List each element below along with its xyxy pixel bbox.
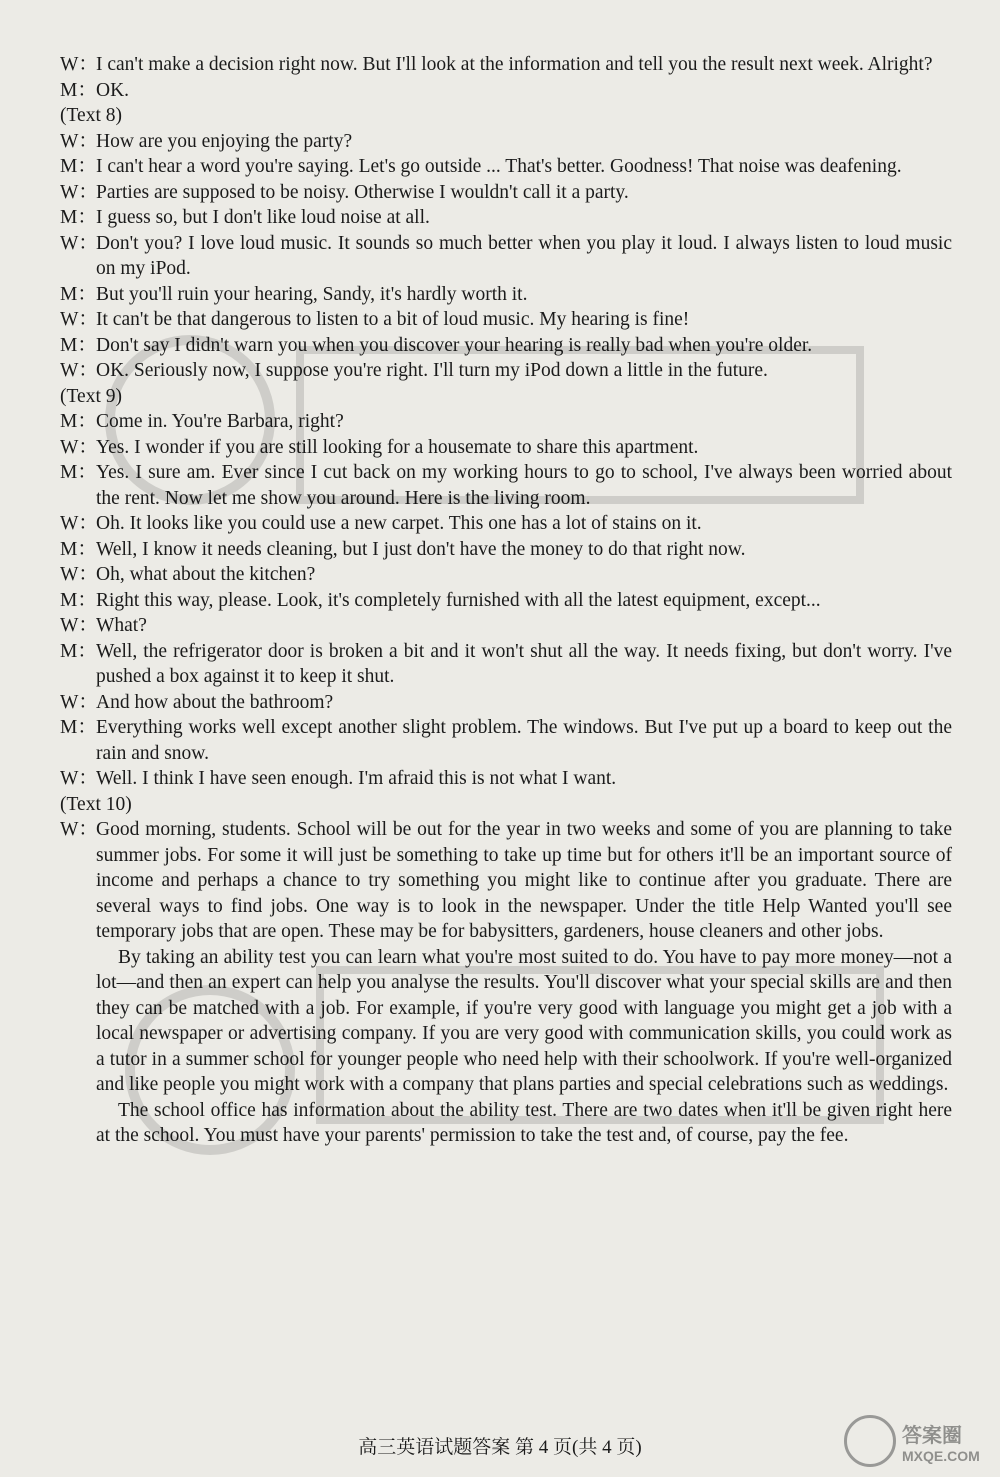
speaker-label: W：: [60, 691, 98, 713]
dialogue-line: [60, 231, 952, 282]
dialogue-line: [60, 180, 952, 206]
dialogue-line: [60, 715, 952, 766]
dialogue-text: It can't be that dangerous to listen to a bit of loud music. My hearing is fine!: [96, 309, 690, 330]
dialogue-line: [60, 613, 952, 639]
speaker-label: M：: [60, 640, 97, 662]
dialogue-line: [60, 333, 952, 359]
dialogue-line: [60, 307, 952, 333]
dialogue-line: [60, 205, 952, 231]
dialogue-line: [60, 766, 952, 792]
dialogue-text: Yes. I sure am. Ever since I cut back on my working hours to go to school, I've always been worried about the rent. Now let me show you around. Here is the living room.: [96, 462, 952, 509]
dialogue-text: Come in. You're Barbara, right?: [96, 411, 344, 432]
speaker-label: M：: [60, 462, 97, 483]
dialogue-text: Oh, what about the kitchen?: [96, 564, 316, 585]
logo-site: MXQE.COM: [902, 1447, 980, 1464]
monologue-paragraph: The school office has information about the ability test. There are two dates when it'll be given right here at the school. You must have your parents' permission to take the test and, of course, pay the fee.: [96, 1099, 952, 1146]
speaker-label: W：: [60, 768, 98, 789]
section-heading: (Text 10): [60, 793, 132, 815]
speaker-label: W：: [60, 130, 98, 152]
dialogue-line: [60, 537, 952, 563]
speaker-label: M：: [60, 79, 97, 101]
speaker-label: M：: [60, 334, 97, 356]
speaker-label: W：: [60, 819, 98, 840]
dialogue-text: Yes. I wonder if you are still looking for a housemate to share this apartment.: [96, 436, 699, 458]
dialogue-line: [60, 129, 952, 155]
dialogue-text: How are you enjoying the party?: [96, 130, 353, 152]
dialogue-text: Well. I think I have seen enough. I'm afraid this is not what I want.: [96, 768, 617, 789]
speaker-label: W：: [60, 615, 98, 636]
speaker-label: W：: [60, 309, 98, 330]
dialogue-text: What?: [96, 615, 147, 636]
speaker-label: M：: [60, 538, 97, 560]
dialogue-section: [60, 52, 952, 817]
section-heading: (Text 9): [60, 385, 122, 407]
monologue-paragraph: By taking an ability test you can learn what you're most suited to do. You have to pay more money—not a lot—and then an expert can help you analyse the results. You'll discover what your special skills are and then they can be matched with a job. For example, if you're very good with language you might get a job with a local newspaper or advertising company. If you are very good with communication skills, you could work as a tutor in a summer school for younger people who need help with their schoolwork. If you're well-organized and like people you might work with a company that plans parties and special celebrations such as weddings.: [96, 946, 952, 1095]
speaker-label: M：: [60, 207, 97, 228]
site-logo: [844, 1411, 994, 1471]
speaker-label: W：: [60, 564, 98, 585]
dialogue-text: Well, the refrigerator door is broken a bit and it won't shut all the way. It needs fixing, but don't worry. I've pushed a box against it to keep it shut.: [96, 640, 952, 687]
dialogue-text: Don't say I didn't warn you when you discover your hearing is really bad when you're older.: [96, 334, 813, 356]
speaker-label: M：: [60, 283, 97, 305]
logo-text: 答案圈: [902, 1424, 962, 1447]
monologue-block: [60, 817, 952, 1149]
dialogue-text: OK.: [96, 79, 130, 101]
dialogue-text: I can't hear a word you're saying. Let's go outside ... That's better. Goodness! That noise was deafening.: [96, 156, 902, 177]
dialogue-text: Right this way, please. Look, it's completely furnished with all the latest equipment, except...: [96, 589, 821, 611]
speaker-label: M：: [60, 717, 97, 738]
monologue-paragraph: Good morning, students. School will be out for the year in two weeks and some of you are planning to take summer jobs. For some it will just be something to take up time but for others it'll be an important source of income and perhaps a chance to try something you might like to continue after you graduate. There are several ways to find jobs. One way is to look in the newspaper. Under the title Help Wanted you'll see temporary jobs that are open. These may be for babysitters, gardeners, house cleaners and other jobs.: [96, 819, 952, 942]
dialogue-line: [60, 639, 952, 690]
dialogue-line: [60, 435, 952, 461]
logo-seal-icon: [844, 1415, 896, 1467]
speaker-label: W：: [60, 181, 98, 203]
dialogue-text: And how about the bathroom?: [96, 691, 334, 713]
dialogue-text: OK. Seriously now, I suppose you're right. I'll turn my iPod down a little in the future.: [96, 360, 768, 381]
section-heading: (Text 8): [60, 105, 122, 126]
dialogue-text: Everything works well except another slight problem. The windows. But I've put up a board to keep out the rain and snow.: [96, 717, 952, 764]
dialogue-line: [60, 562, 952, 588]
dialogue-line: [60, 460, 952, 511]
dialogue-text: Parties are supposed to be noisy. Otherwise I wouldn't call it a party.: [96, 181, 629, 203]
dialogue-line: [60, 282, 952, 308]
speaker-label: M：: [60, 156, 97, 177]
speaker-label: W：: [60, 360, 98, 381]
speaker-label: W：: [60, 513, 98, 534]
dialogue-line: [60, 52, 952, 78]
dialogue-line: [60, 588, 952, 614]
dialogue-text: Well, I know it needs cleaning, but I just don't have the money to do that right now.: [96, 538, 746, 560]
speaker-label: W：: [60, 54, 98, 75]
dialogue-text: I guess so, but I don't like loud noise at all.: [96, 207, 430, 228]
dialogue-text: But you'll ruin your hearing, Sandy, it's hardly worth it.: [96, 283, 528, 305]
dialogue-text: Don't you? I love loud music. It sounds so much better when you play it loud. I always listen to loud music on my iPod.: [96, 232, 952, 279]
dialogue-text: I can't make a decision right now. But I'll look at the information and tell you the result next week. Alright?: [96, 54, 933, 75]
dialogue-line: [60, 511, 952, 537]
page-footer: 高三英语试题答案 第 4 页(共 4 页): [358, 1437, 642, 1458]
speaker-label: M：: [60, 411, 97, 432]
dialogue-line: [60, 78, 952, 104]
monologue-body: [96, 817, 952, 1149]
dialogue-line: [60, 690, 952, 716]
dialogue-line: [60, 154, 952, 180]
dialogue-line: [60, 358, 952, 384]
dialogue-text: Oh. It looks like you could use a new carpet. This one has a lot of stains on it.: [96, 513, 702, 534]
speaker-label: M：: [60, 589, 97, 611]
speaker-label: W：: [60, 436, 98, 458]
speaker-label: W：: [60, 232, 98, 254]
dialogue-line: [60, 409, 952, 435]
